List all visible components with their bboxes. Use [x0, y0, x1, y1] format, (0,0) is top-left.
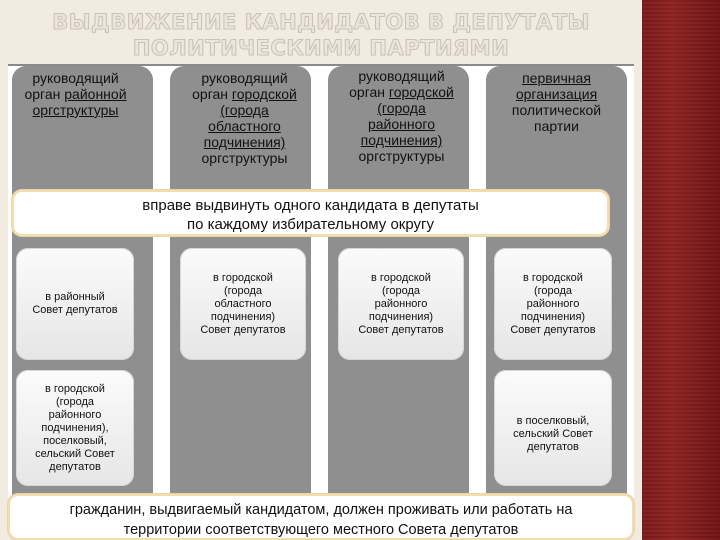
target-box-gorod-raion-council: в городской (города районного подчинения) Совет депутатов	[338, 248, 464, 360]
target-box-raion-settlement-council: в городской (города районного подчинения), поселковый, сельский Совет депутатов	[16, 370, 134, 486]
target-box-gorod-oblast-council: в городской (города областного подчинения) Совет депутатов	[180, 248, 306, 360]
column-header-2: руководящий орган городской (города областного подчинения) оргструктуры	[192, 70, 297, 166]
target-box-settlement-council: в поселковый, сельский Совет депутатов	[494, 370, 612, 486]
decorative-side-band	[642, 0, 720, 540]
column-header-4: первичная организация политической партии	[511, 70, 602, 134]
column-header-3: руководящий орган городской (города районного подчинения) оргструктуры	[349, 68, 454, 164]
column-header-1: руководящий орган районной оргструктуры	[24, 70, 127, 118]
target-box-primary-gorod-raion-council: в городской (города районного подчинения) Совет депутатов	[494, 248, 612, 360]
target-box-raion-council: в районный Совет депутатов	[16, 248, 134, 360]
page-title-line-1: ВЫДВИЖЕНИЕ КАНДИДАТОВ В ДЕПУТАТЫ	[52, 10, 590, 34]
residence-requirement-band: гражданин, выдвигаемый кандидатом, должен проживать или работать на территории соответствующего местного Совета депутатов	[8, 494, 634, 540]
nomination-rule-band: вправе выдвинуть одного кандидата в депутаты по каждому избирательному округу	[12, 190, 609, 236]
page-title-line-2: ПОЛИТИЧЕСКИМИ ПАРТИЯМИ	[132, 36, 510, 60]
